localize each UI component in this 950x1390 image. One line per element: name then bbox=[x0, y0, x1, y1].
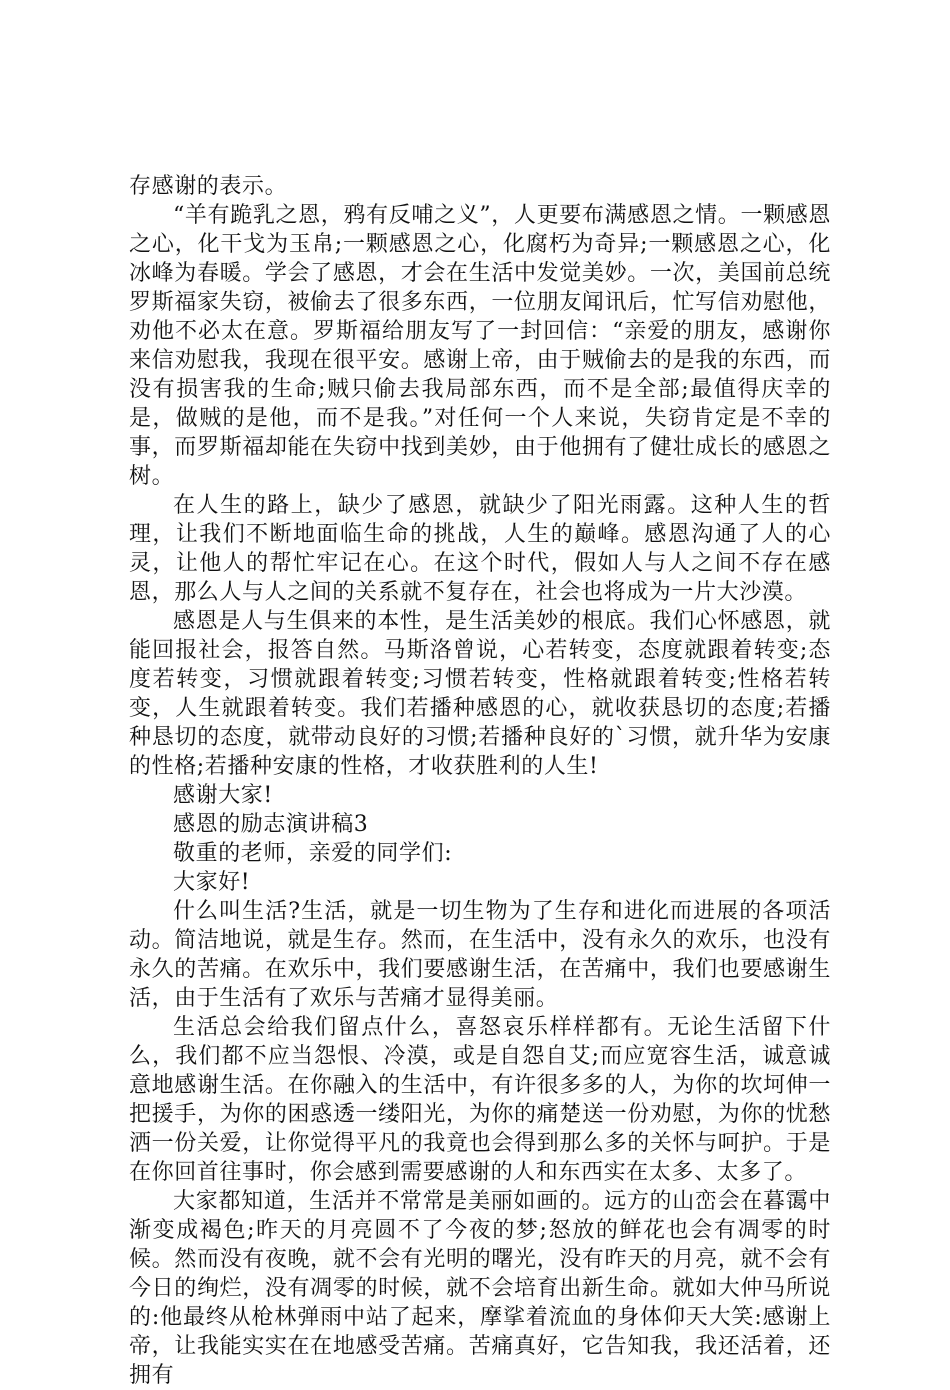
paragraph-life-leaves: 生活总会给我们留点什么，喜怒哀乐样样都有。无论生活留下什么，我们都不应当怨恨、冷漠，或是自怨自艾;而应宽容生活，诚意诚意地感谢生活。在你融入的生活中，有许很多多的人，为你的坎坷伸一把援手，为你的困惑透一缕阳光，为你的痛楚送一份劝慰，为你的忧愁洒一份关爱，让你觉得平凡的我竟也会得到那么多的关怀与呵护。于是在你回首往事时，你会感到需要感谢的人和东西实在太多、太多了。 bbox=[129, 1015, 831, 1185]
paragraph-what-is-life: 什么叫生活?生活，就是一切生物为了生存和进化而进展的各项活动。简洁地说，就是生存。然而，在生活中，没有永久的欢乐，也没有永久的苦痛。在欢乐中，我们要感谢生活，在苦痛中，我们也要感谢生活，由于生活有了欢乐与苦痛才显得美丽。 bbox=[129, 899, 831, 1011]
salutation: 敬重的老师，亲爱的同学们: bbox=[173, 841, 453, 866]
greeting: 大家好! bbox=[173, 870, 251, 895]
document-body bbox=[129, 172, 831, 1390]
paragraph-life-road: 在人生的路上，缺少了感恩，就缺少了阳光雨露。这种人生的哲理，让我们不断地面临生命的挑战，人生的巅峰。感恩沟通了人的心灵，让他人的帮忙牢记在心。在这个时代，假如人与人之间不存在感恩，那么人与人之间的关系就不复存在，社会也将成为一片大沙漠。 bbox=[129, 493, 831, 605]
section-title: 感恩的励志演讲稿3 bbox=[173, 812, 369, 837]
paragraph-life-not-picture: 大家都知道，生活并不常常是美丽如画的。远方的山峦会在暮霭中渐变成褐色;昨天的月亮圆不了今夜的梦;怒放的鲜花也会有凋零的时候。然而没有夜晚，就不会有光明的曙光，没有昨天的月亮，就不会有今日的绚烂，没有凋零的时候，就不会培育出新生命。就如大仲马所说的:他最终从枪林弹雨中站了起来，摩挲着流血的身体仰天大笑:感谢上帝，让我能实实在在地感受苦痛。苦痛真好，它告知我，我还活着，还拥有 bbox=[129, 1189, 831, 1388]
paragraph-gratitude-nature: 感恩是人与生俱来的本性，是生活美妙的根底。我们心怀感恩，就能回报社会，报答自然。马斯洛曾说，心若转变，态度就跟着转变;态度若转变，习惯就跟着转变;习惯若转变，性格就跟着转变;性格若转变，人生就跟着转变。我们若播种感恩的心，就收获恳切的态度;若播种恳切的态度，就带动良好的习惯;若播种良好的`习惯，就升华为安康的性格;若播种安康的性格，才收获胜利的人生! bbox=[129, 609, 831, 779]
paragraph-thanks: 感谢大家! bbox=[173, 783, 273, 808]
paragraph-gratitude-proverb: “羊有跪乳之恩，鸦有反哺之义”，人更要布满感恩之情。一颗感恩之心，化干戈为玉帛;一颗感恩之心，化腐朽为奇异;一颗感恩之心，化冰峰为春暖。学会了感恩，才会在生活中发觉美妙。一次，美国前总统罗斯福家失窃，被偷去了很多东西，一位朋友闻讯后，忙写信劝慰他，劝他不必太在意。罗斯福给朋友写了一封回信：“亲爱的朋友，感谢你来信劝慰我，我现在很平安。感谢上帝，由于贼偷去的是我的东西，而没有损害我的生命;贼只偷去我局部东西，而不是全部;最值得庆幸的是，做贼的是他，而不是我。”对任何一个人来说，失窃肯定是不幸的事，而罗斯福却能在失窃中找到美妙，由于他拥有了健壮成长的感恩之树。 bbox=[129, 203, 831, 489]
paragraph-continuation: 存感谢的表示。 bbox=[129, 174, 288, 199]
